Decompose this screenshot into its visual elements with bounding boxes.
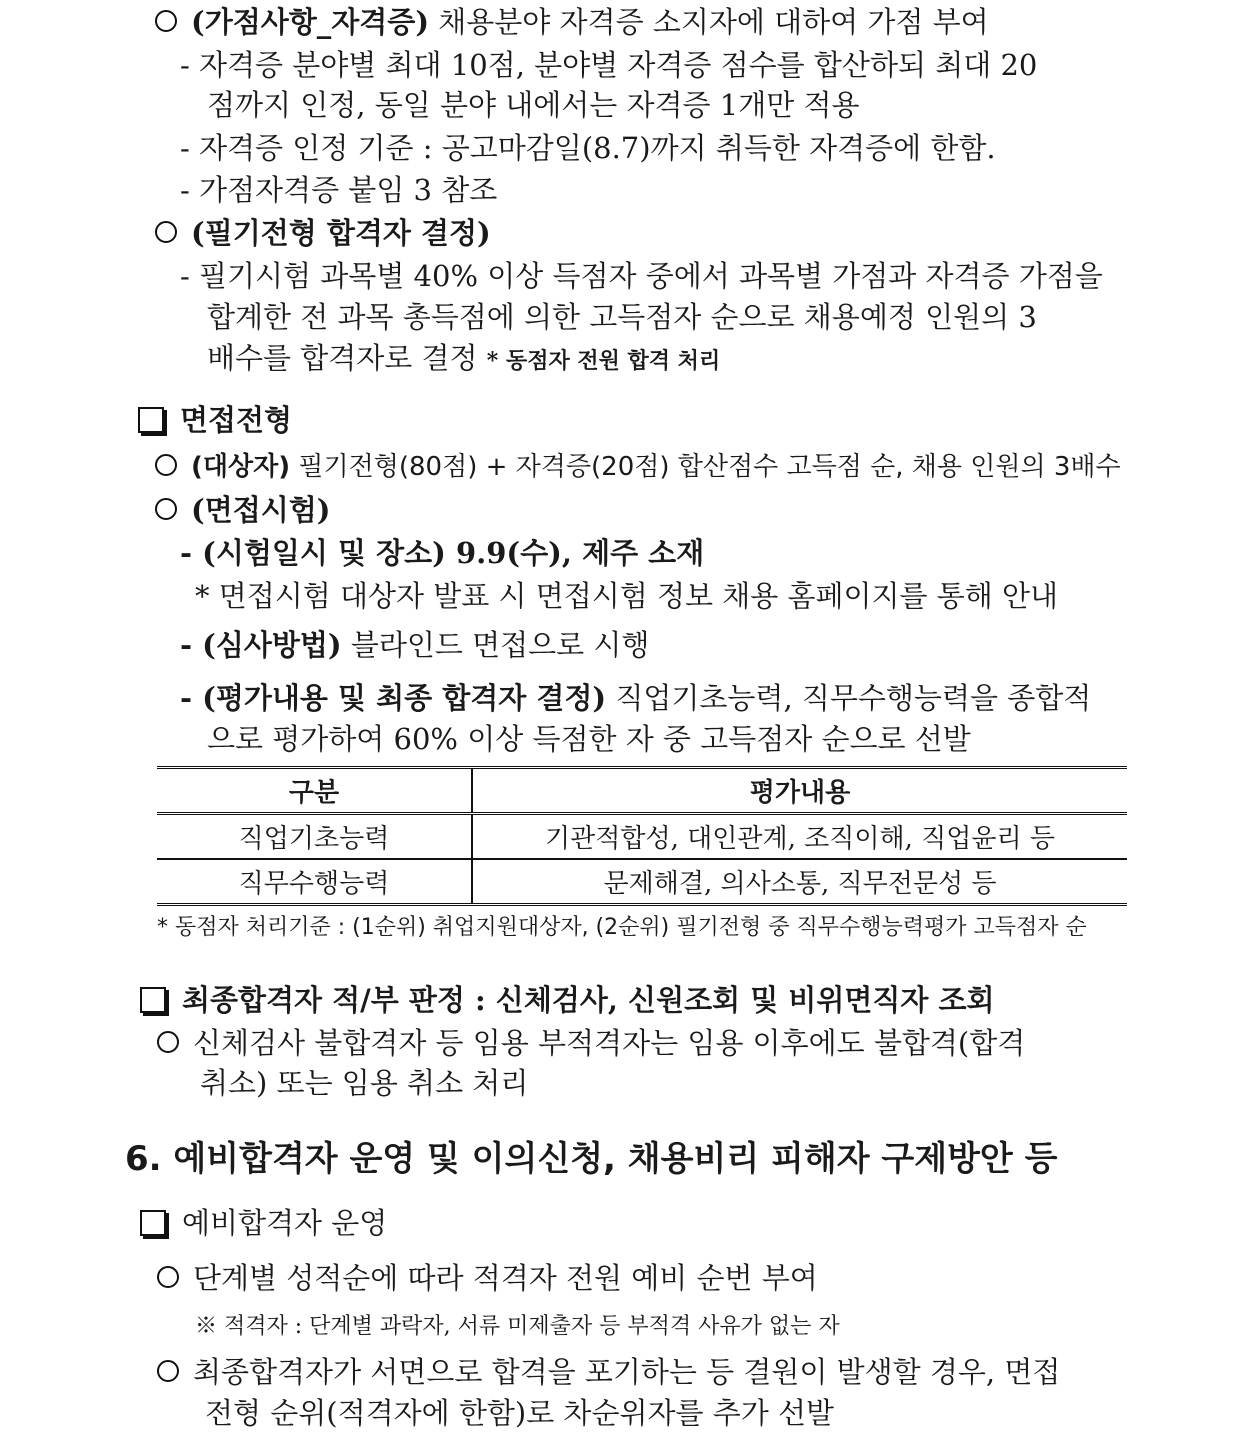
table-cell: 직업기초능력 [157, 814, 472, 860]
interview-target-text: 필기전형(80점) + 자격증(20점) 합산점수 고득점 순, 채용 인원의 3배수 [290, 452, 1121, 482]
written-pass-line: 합계한 전 과목 총득점에 의한 고득점자 순으로 채용예정 인원의 3 [207, 300, 1037, 334]
interview-method [180, 625, 649, 665]
table-cell: 기관적합성, 대인관계, 조직이해, 직업윤리 등 [545, 824, 1055, 854]
interview-exam [155, 490, 331, 530]
extra-points-text: 채용분야 자격증 소지자에 대하여 가점 부여 [429, 5, 989, 39]
reserve-item-text: 단계별 성적순에 따라 적격자 전원 예비 순번 부여 [193, 1261, 818, 1295]
interview-target [155, 447, 1121, 487]
circle-bullet-icon [155, 454, 177, 476]
circle-bullet-icon [157, 1360, 179, 1382]
reserve-item [157, 1258, 818, 1298]
extra-points-line: - 가점자격증 붙임 3 참조 [180, 173, 498, 207]
interview-eval-line: 으로 평가하여 60% 이상 득점한 자 중 고득점자 순으로 선발 [207, 722, 971, 756]
extra-points-title: (가점사항_자격증) [191, 5, 430, 39]
section-6-title: 6. 예비합격자 운영 및 이의신청, 채용비리 피해자 구제방안 등 [125, 1139, 1058, 1179]
interview-schedule-note: * 면접시험 대상자 발표 시 면접시험 정보 채용 홈페이지를 통해 안내 [195, 579, 1059, 613]
table-header-cell: 평가내용 [749, 778, 851, 808]
table-header-row [157, 768, 1127, 814]
table-row [157, 814, 1127, 860]
checkbox-square-icon [140, 1210, 166, 1236]
written-pass-line [207, 338, 720, 381]
table-header-cell: 구분 [157, 768, 472, 814]
table-cell: 직무수행능력 [157, 859, 472, 905]
checkbox-square-icon [138, 407, 164, 433]
table-cell: 문제해결, 의사소통, 직무전문성 등 [603, 869, 997, 899]
interview-heading-text: 면접전형 [180, 403, 293, 437]
interview-target-label: (대상자) [191, 452, 291, 482]
written-pass-title: (필기전형 합격자 결정) [191, 216, 491, 250]
checkbox-square-icon [140, 987, 166, 1013]
interview-heading [138, 400, 292, 440]
circle-bullet-icon [157, 1266, 179, 1288]
reserve-item-note: ※ 적격자 : 단계별 과락자, 서류 미제출자 등 부적격 사유가 없는 자 [195, 1314, 840, 1339]
interview-exam-label: (면접시험) [191, 493, 331, 527]
reserve-item [157, 1352, 1060, 1392]
reserve-heading [140, 1203, 387, 1243]
written-pass-text: 배수를 합격자로 결정 [207, 341, 487, 375]
reserve-heading-text: 예비합격자 운영 [182, 1206, 388, 1240]
extra-points-line: - 자격증 인정 기준 : 공고마감일(8.7)까지 취득한 자격증에 한함. [180, 131, 996, 165]
circle-bullet-icon [155, 221, 177, 243]
interview-eval [180, 678, 1091, 718]
circle-bullet-icon [155, 10, 177, 32]
reserve-item-line: 전형 순위(적격자에 한함)로 차순위자를 추가 선발 [205, 1396, 834, 1430]
final-check-text: 신체검사 불합격자 등 임용 부적격자는 임용 이후에도 불합격(합격 [193, 1026, 1026, 1060]
interview-schedule: - (시험일시 및 장소) 9.9(수), 제주 소재 [180, 536, 705, 570]
evaluation-table [157, 766, 1127, 906]
interview-method-label: - (심사방법) [180, 628, 342, 662]
circle-bullet-icon [157, 1031, 179, 1053]
reserve-item-text: 최종합격자가 서면으로 합격을 포기하는 등 결원이 발생할 경우, 면접 [193, 1355, 1061, 1389]
final-check-heading [140, 980, 995, 1020]
extra-points-line: - 자격증 분야별 최대 10점, 분야별 자격증 점수를 합산하되 최대 20 [180, 48, 1038, 82]
interview-method-text: 블라인드 면접으로 시행 [341, 628, 650, 662]
circle-bullet-icon [155, 498, 177, 520]
table-row [157, 859, 1127, 905]
final-check-line: 취소) 또는 임용 취소 처리 [200, 1066, 529, 1100]
interview-eval-text: 직업기초능력, 직무수행능력을 종합적 [606, 681, 1092, 715]
written-pass-line: - 필기시험 과목별 40% 이상 득점자 중에서 과목별 가점과 자격증 가점을 [180, 259, 1103, 293]
written-pass-item [155, 213, 491, 253]
written-pass-note: * 동점자 전원 합격 처리 [486, 348, 721, 374]
interview-eval-label: - (평가내용 및 최종 합격자 결정) [180, 681, 607, 715]
final-check-item [157, 1023, 1025, 1063]
tie-rule-note: * 동점자 처리기준 : (1순위) 취업지원대상자, (2순위) 필기전형 중 직무수행능력평가 고득점자 순 [157, 915, 1087, 940]
extra-points-item [155, 2, 989, 42]
final-check-heading-text: 최종합격자 적/부 판정 : 신체검사, 신원조회 및 비위면직자 조회 [182, 983, 995, 1017]
extra-points-line: 점까지 인정, 동일 분야 내에서는 자격증 1개만 적용 [207, 88, 860, 122]
